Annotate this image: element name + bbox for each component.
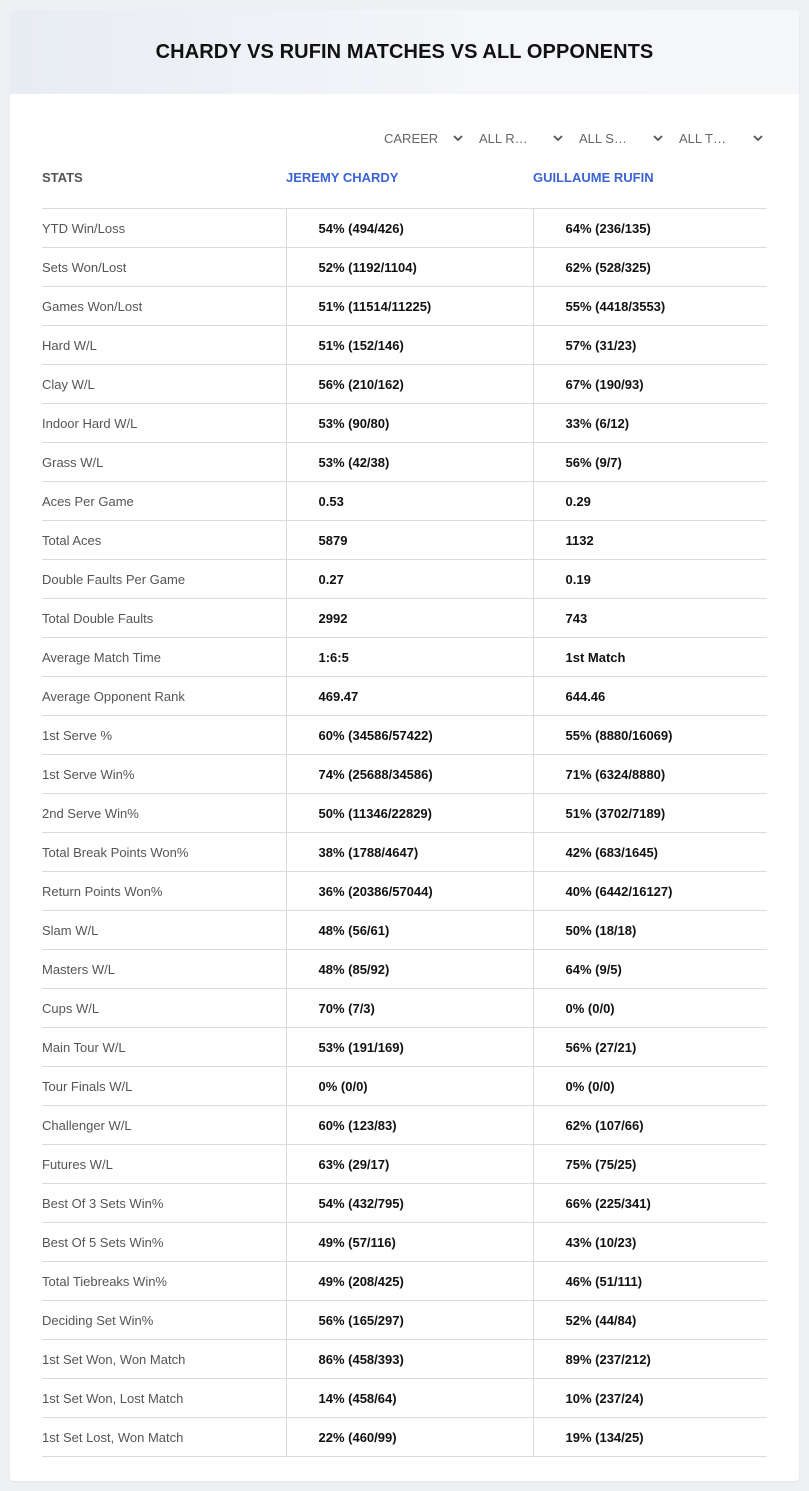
stat-label: Total Tiebreaks Win%: [42, 1262, 286, 1301]
player1-value: 51% (11514/11225): [286, 287, 533, 326]
player1-value: 86% (458/393): [286, 1340, 533, 1379]
player2-value: 0% (0/0): [533, 1067, 767, 1106]
player1-value: 70% (7/3): [286, 989, 533, 1028]
player1-value: 469.47: [286, 677, 533, 716]
stat-label: Best Of 5 Sets Win%: [42, 1223, 286, 1262]
player2-value: 46% (51/111): [533, 1262, 767, 1301]
player1-value: 38% (1788/4647): [286, 833, 533, 872]
stat-label: Main Tour W/L: [42, 1028, 286, 1067]
player2-value: 51% (3702/7189): [533, 794, 767, 833]
page-header: [10, 10, 799, 94]
stat-label: Games Won/Lost: [42, 287, 286, 326]
table-row: [42, 1067, 767, 1106]
player2-value: 89% (237/212): [533, 1340, 767, 1379]
player2-value: 71% (6324/8880): [533, 755, 767, 794]
stat-label: Average Opponent Rank: [42, 677, 286, 716]
stat-label: Grass W/L: [42, 443, 286, 482]
stat-label: Cups W/L: [42, 989, 286, 1028]
player1-value: 49% (208/425): [286, 1262, 533, 1301]
player2-value: 64% (236/135): [533, 209, 767, 248]
player2-value: 56% (27/21): [533, 1028, 767, 1067]
stat-label: Futures W/L: [42, 1145, 286, 1184]
player2-value: 64% (9/5): [533, 950, 767, 989]
table-row: [42, 1301, 767, 1340]
player2-value: 66% (225/341): [533, 1184, 767, 1223]
player2-value: 10% (237/24): [533, 1379, 767, 1418]
period-filter-dropdown[interactable]: [384, 126, 465, 150]
table-row: [42, 521, 767, 560]
stat-label: Hard W/L: [42, 326, 286, 365]
player1-value: 22% (460/99): [286, 1418, 533, 1457]
player2-value: 1132: [533, 521, 767, 560]
player1-value: 0.53: [286, 482, 533, 521]
player1-value: 63% (29/17): [286, 1145, 533, 1184]
player1-value: 36% (20386/57044): [286, 872, 533, 911]
table-row: [42, 1340, 767, 1379]
player2-value: 56% (9/7): [533, 443, 767, 482]
table-row: [42, 1379, 767, 1418]
stat-label: Masters W/L: [42, 950, 286, 989]
player2-value: 1st Match: [533, 638, 767, 677]
table-row: [42, 911, 767, 950]
player1-value: 53% (90/80): [286, 404, 533, 443]
player1-value: 52% (1192/1104): [286, 248, 533, 287]
table-row: [42, 1223, 767, 1262]
player2-value: 55% (4418/3553): [533, 287, 767, 326]
chevron-down-icon: [651, 131, 665, 145]
player1-value: 53% (191/169): [286, 1028, 533, 1067]
table-row: [42, 209, 767, 248]
player2-value: 62% (528/325): [533, 248, 767, 287]
chevron-down-icon: [451, 131, 465, 145]
player2-value: 62% (107/66): [533, 1106, 767, 1145]
stat-label: Aces Per Game: [42, 482, 286, 521]
table-row: [42, 833, 767, 872]
stat-label: Total Break Points Won%: [42, 833, 286, 872]
player1-value: 0.27: [286, 560, 533, 599]
table-row: [42, 1145, 767, 1184]
stat-label: Total Aces: [42, 521, 286, 560]
table-row: [42, 1028, 767, 1067]
player1-value: 74% (25688/34586): [286, 755, 533, 794]
round-filter-dropdown[interactable]: [479, 126, 565, 150]
player1-value: 2992: [286, 599, 533, 638]
tournament-filter-dropdown[interactable]: [679, 126, 765, 150]
table-row: [42, 1418, 767, 1457]
player2-value: 0.29: [533, 482, 767, 521]
table-row: [42, 560, 767, 599]
table-row: [42, 365, 767, 404]
player2-link[interactable]: GUILLAUME RUFIN: [533, 170, 654, 185]
player1-value: 0% (0/0): [286, 1067, 533, 1106]
table-row: [42, 950, 767, 989]
player2-value: 67% (190/93): [533, 365, 767, 404]
table-row: [42, 404, 767, 443]
stat-label: YTD Win/Loss: [42, 209, 286, 248]
stat-label: Slam W/L: [42, 911, 286, 950]
table-row: [42, 794, 767, 833]
player2-value: 43% (10/23): [533, 1223, 767, 1262]
table-row: [42, 482, 767, 521]
player1-value: 48% (56/61): [286, 911, 533, 950]
table-row: [42, 1262, 767, 1301]
table-row: [42, 638, 767, 677]
player1-value: 53% (42/38): [286, 443, 533, 482]
stat-label: Clay W/L: [42, 365, 286, 404]
player1-value: 5879: [286, 521, 533, 560]
player2-value: 0% (0/0): [533, 989, 767, 1028]
stat-label: 1st Serve Win%: [42, 755, 286, 794]
player2-value: 40% (6442/16127): [533, 872, 767, 911]
player2-value: 57% (31/23): [533, 326, 767, 365]
stats-column-header: STATS: [42, 170, 83, 185]
stat-label: 1st Serve %: [42, 716, 286, 755]
table-row: [42, 872, 767, 911]
player2-value: 33% (6/12): [533, 404, 767, 443]
player1-value: 56% (165/297): [286, 1301, 533, 1340]
player1-value: 14% (458/64): [286, 1379, 533, 1418]
player1-value: 49% (57/116): [286, 1223, 533, 1262]
period-filter-label: CAREER: [384, 130, 439, 146]
player2-value: 0.19: [533, 560, 767, 599]
stat-label: 2nd Serve Win%: [42, 794, 286, 833]
table-row: [42, 755, 767, 794]
player2-value: 743: [533, 599, 767, 638]
stat-label: Best Of 3 Sets Win%: [42, 1184, 286, 1223]
chevron-down-icon: [751, 131, 765, 145]
round-filter-label: ALL R…: [479, 130, 528, 146]
player1-value: 51% (152/146): [286, 326, 533, 365]
player2-value: 644.46: [533, 677, 767, 716]
player2-value: 75% (75/25): [533, 1145, 767, 1184]
stat-label: Double Faults Per Game: [42, 560, 286, 599]
table-row: [42, 599, 767, 638]
table-row: [42, 1184, 767, 1223]
table-row: [42, 989, 767, 1028]
player1-value: 60% (123/83): [286, 1106, 533, 1145]
filter-bar: [10, 126, 799, 150]
player1-value: 50% (11346/22829): [286, 794, 533, 833]
player1-value: 54% (432/795): [286, 1184, 533, 1223]
player1-link[interactable]: JEREMY CHARDY: [286, 170, 399, 185]
stat-label: 1st Set Won, Lost Match: [42, 1379, 286, 1418]
table-row: [42, 1106, 767, 1145]
stat-label: Total Double Faults: [42, 599, 286, 638]
player2-value: 42% (683/1645): [533, 833, 767, 872]
player1-value: 56% (210/162): [286, 365, 533, 404]
stat-label: Deciding Set Win%: [42, 1301, 286, 1340]
stat-label: Return Points Won%: [42, 872, 286, 911]
player2-value: 52% (44/84): [533, 1301, 767, 1340]
page-title: CHARDY VS RUFIN MATCHES VS ALL OPPONENTS: [155, 40, 654, 63]
stats-table: [42, 208, 767, 1457]
table-row: [42, 287, 767, 326]
table-row: [42, 677, 767, 716]
stat-label: Challenger W/L: [42, 1106, 286, 1145]
stat-label: 1st Set Lost, Won Match: [42, 1418, 286, 1457]
surface-filter-label: ALL S…: [579, 130, 627, 146]
tournament-filter-label: ALL T…: [679, 130, 726, 146]
table-row: [42, 326, 767, 365]
stat-label: Tour Finals W/L: [42, 1067, 286, 1106]
player1-value: 1:6:5: [286, 638, 533, 677]
player2-value: 19% (134/25): [533, 1418, 767, 1457]
player2-value: 50% (18/18): [533, 911, 767, 950]
stat-label: Sets Won/Lost: [42, 248, 286, 287]
chevron-down-icon: [551, 131, 565, 145]
table-row: [42, 716, 767, 755]
stat-label: 1st Set Won, Won Match: [42, 1340, 286, 1379]
player1-value: 60% (34586/57422): [286, 716, 533, 755]
table-row: [42, 443, 767, 482]
stat-label: Indoor Hard W/L: [42, 404, 286, 443]
player2-value: 55% (8880/16069): [533, 716, 767, 755]
table-row: [42, 248, 767, 287]
surface-filter-dropdown[interactable]: [579, 126, 665, 150]
player1-value: 54% (494/426): [286, 209, 533, 248]
player1-value: 48% (85/92): [286, 950, 533, 989]
stats-card: [10, 10, 799, 1481]
column-headers: [42, 170, 767, 190]
stat-label: Average Match Time: [42, 638, 286, 677]
